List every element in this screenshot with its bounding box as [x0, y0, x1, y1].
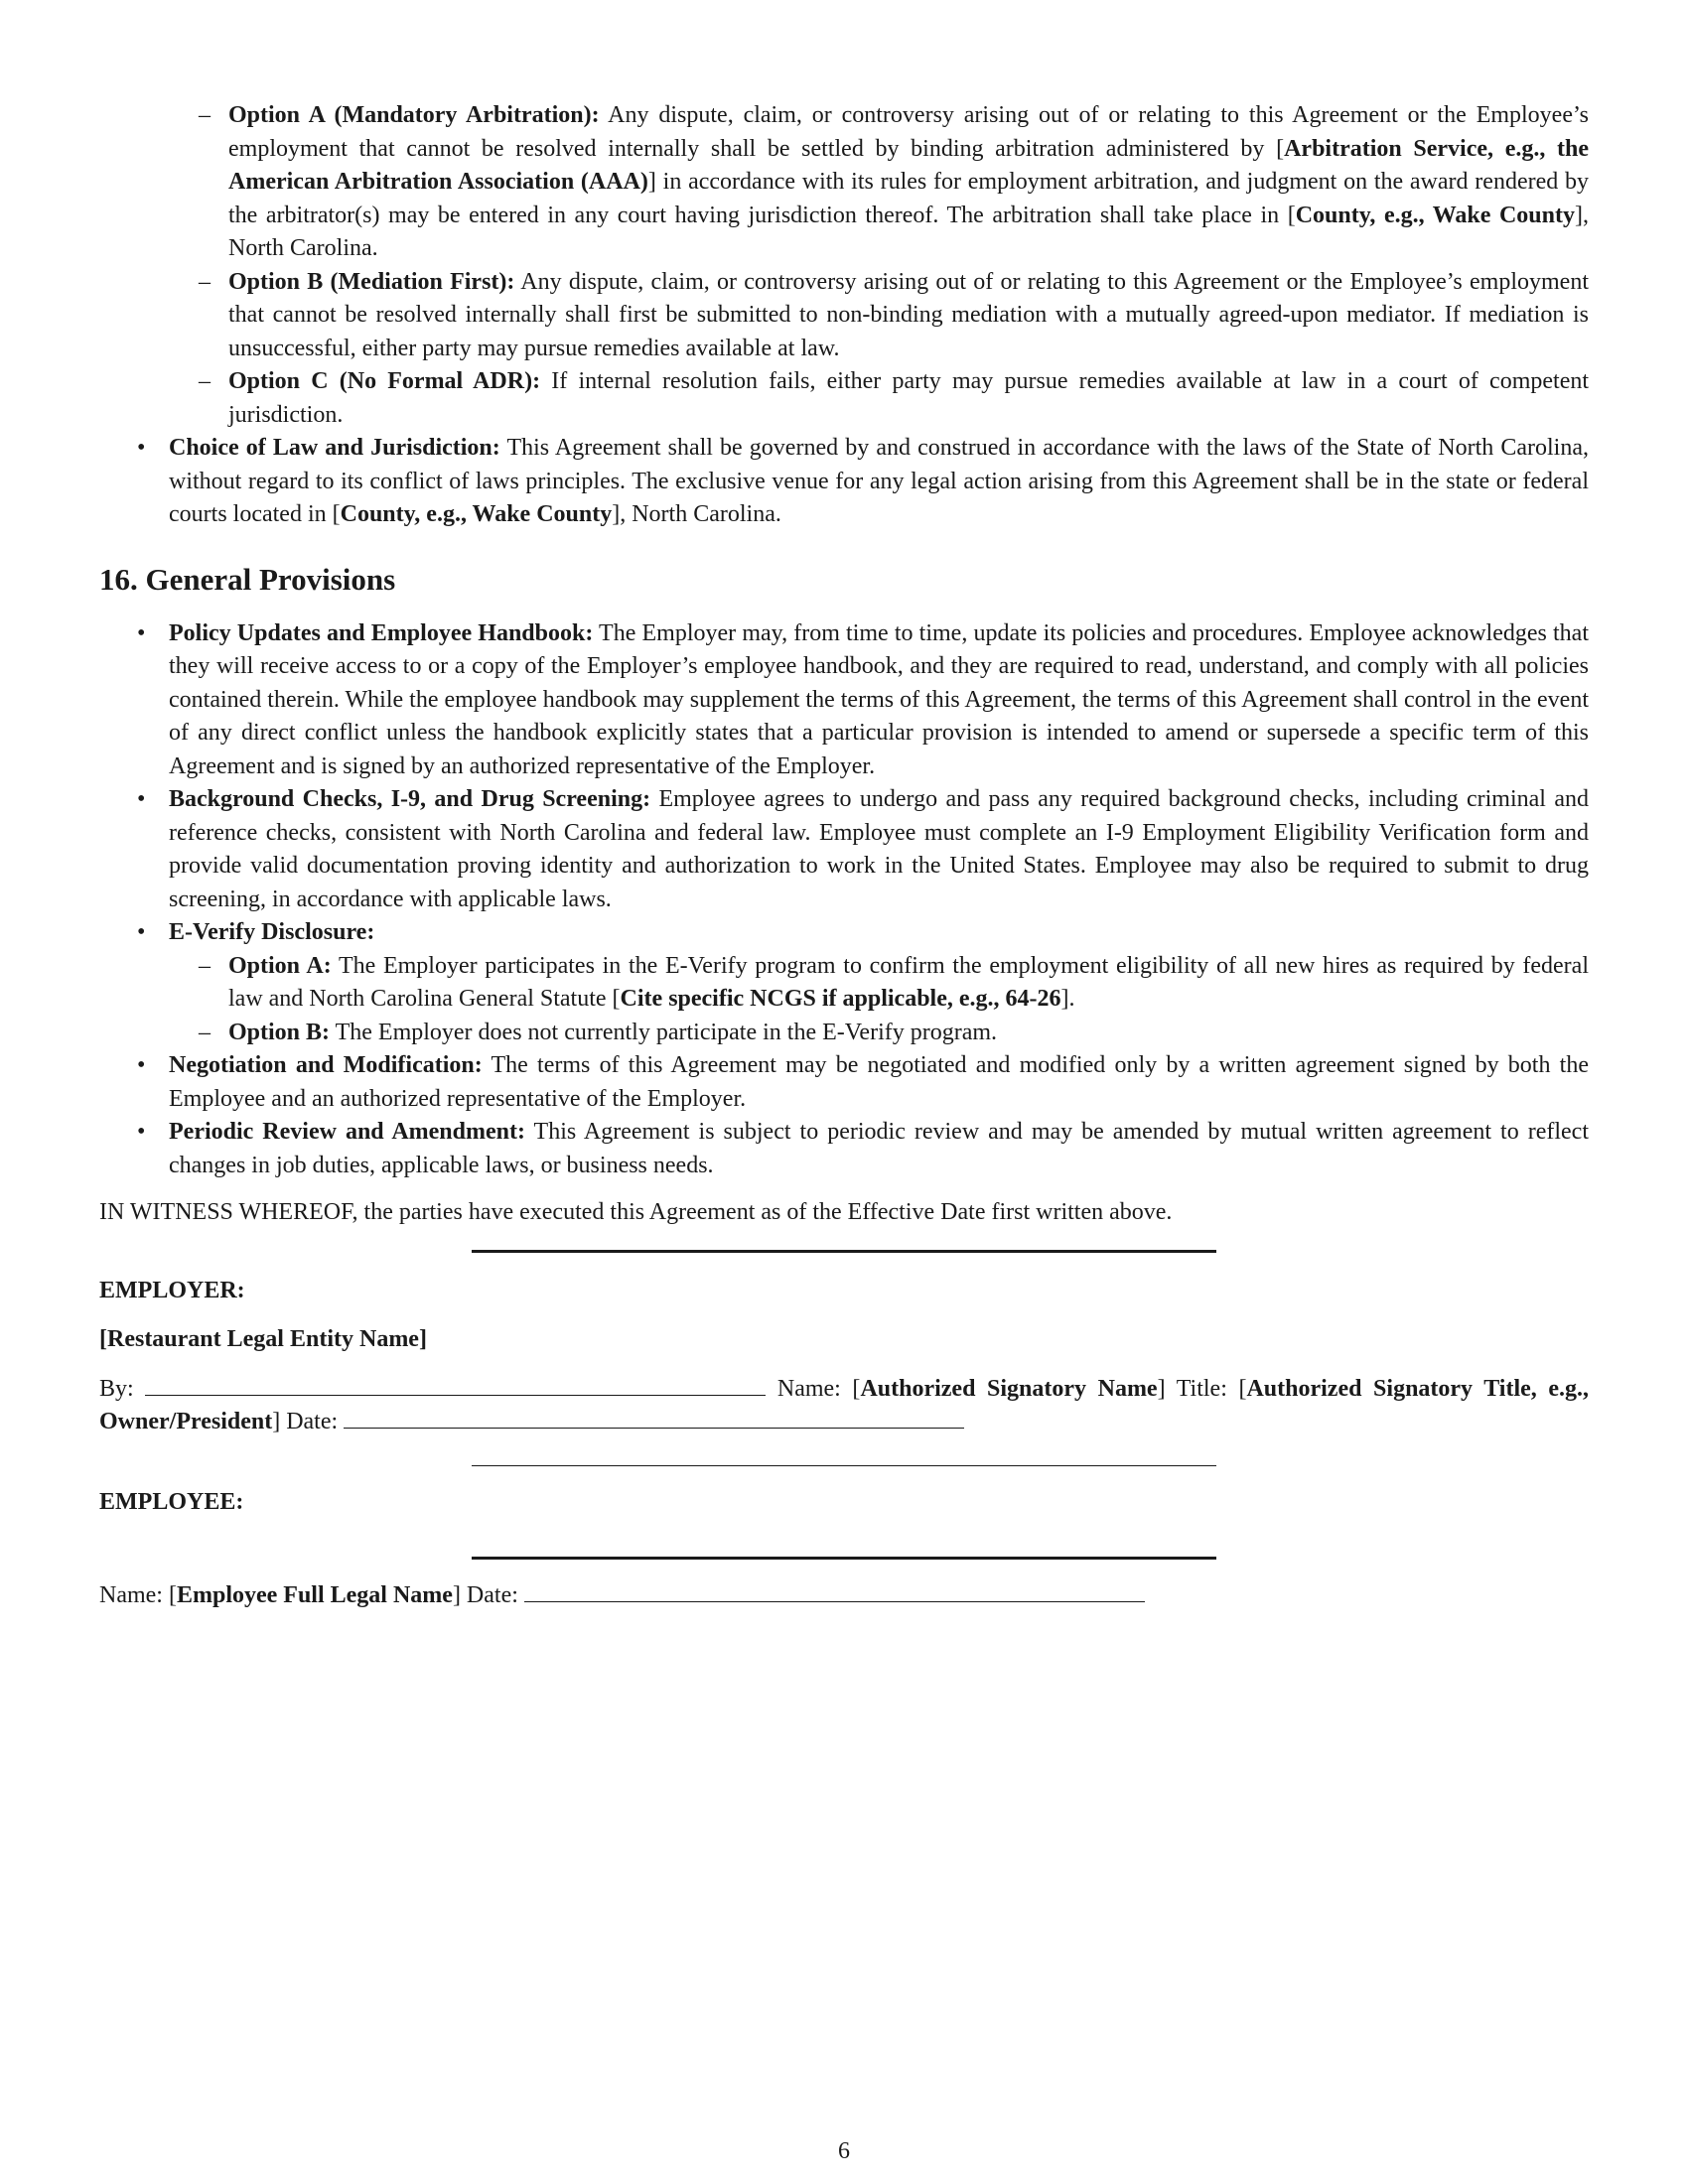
document-page	[99, 99, 1589, 1613]
everify-options-list	[169, 950, 1589, 1050]
employee-signature-line[interactable]	[472, 1557, 1216, 1560]
background-checks-item: • Background Checks, I-9, and Drug Screening: Employee agrees to undergo and pass any required background checks, including criminal and reference checks, consistent with North Carolina and federal law. Employee must complete an I-9 Employment Eligibility Verification form and provide valid documentation proving identity and authorization to work in the United States. Employee may also be required to submit to drug screening, in accordance with applicable laws.	[99, 783, 1589, 916]
dispute-options-list	[99, 99, 1589, 432]
general-provisions-list	[99, 617, 1589, 1183]
page-number: 6	[838, 2138, 850, 2164]
dispute-option-b: – Option B (Mediation First): Any dispute, claim, or controversy arising out of or relating to this Agreement or the Employee’s employment that cannot be resolved internally shall first be submitted to non-binding mediation with a mutually agreed-upon mediator. If mediation is unsuccessful, either party may pursue remedies available at law.	[99, 266, 1589, 366]
option-c-label: Option C (No Formal ADR):	[228, 368, 541, 394]
everify-option-a: – Option A: The Employer participates in the E-Verify program to confirm the employment eligibility of all new hires as required by federal law and North Carolina General Statute [Cite specific NCGS if applicable, e.g., 64-26].	[169, 950, 1589, 1017]
employee-date-blank[interactable]	[524, 1581, 1145, 1602]
dispute-option-c: – Option C (No Formal ADR): If internal resolution fails, either party may pursue remedies available at law in a court of competent jurisdiction.	[99, 365, 1589, 432]
employer-date-blank[interactable]	[344, 1408, 964, 1429]
employee-heading: EMPLOYEE:	[99, 1488, 244, 1515]
option-a-label: Option A (Mandatory Arbitration):	[228, 102, 600, 128]
employer-signature-row: By: Name: [Authorized Signatory Name] Title: [Authorized Signatory Title, e.g., Owner/President] Date:	[99, 1375, 1590, 1434]
periodic-review-item: • Periodic Review and Amendment: This Agreement is subject to periodic review and may be amended by mutual written agreement to reflect changes in job duties, applicable laws, or business needs.	[99, 1116, 1589, 1182]
negotiation-item: • Negotiation and Modification: The terms of this Agreement may be negotiated and modified only by a written agreement signed by both the Employee and an authorized representative of the Employer.	[99, 1049, 1589, 1116]
signature-line-top[interactable]	[472, 1250, 1216, 1253]
everify-item: • E-Verify Disclosure: – Option A: The Employer participates in the E-Verify program to confirm the employment eligibility of all new hires as required by federal law and North Carolina General Statute [Cite specific NCGS if applicable, e.g., 64-26]. – Option B: The Employer does not currently participate in the E-Verify program.	[99, 916, 1589, 1049]
employer-heading: EMPLOYER:	[99, 1277, 245, 1303]
dispute-option-a: – Option A (Mandatory Arbitration): Any dispute, claim, or controversy arising out of or relating to this Agreement or the Employee’s employment that cannot be resolved internally shall be settled by binding arbitration administered by [Arbitration Service, e.g., the American Arbitration Association (AAA)] in accordance with its rules for employment arbitration, and judgment on the award rendered by the arbitrator(s) may be entered in any court having jurisdiction thereof. The arbitration shall take place in [County, e.g., Wake County], North Carolina.	[99, 99, 1589, 266]
option-b-label: Option B (Mediation First):	[228, 268, 515, 295]
employer-by-blank[interactable]	[145, 1375, 766, 1396]
choice-of-law-list	[99, 432, 1589, 532]
signature-line-middle[interactable]	[472, 1465, 1216, 1466]
employee-signature-row: Name: [Employee Full Legal Name] Date:	[99, 1579, 1589, 1613]
policy-updates-item: • Policy Updates and Employee Handbook: The Employer may, from time to time, update its policies and procedures. Employee acknowledges that they will receive access to or a copy of the Employer’s employee handbook, and they are required to read, understand, and comply with all policies contained therein. While the employee handbook may supplement the terms of this Agreement, the terms of this Agreement shall control in the event of any direct conflict unless the handbook explicitly states that a particular provision is intended to amend or supersede a specific term of this Agreement and is signed by an authorized representative of the Employer.	[99, 617, 1589, 784]
section-16-heading: 16. General Provisions	[99, 561, 396, 597]
everify-option-b: – Option B: The Employer does not currently participate in the E-Verify program.	[169, 1017, 1589, 1050]
employer-entity-name: [Restaurant Legal Entity Name]	[99, 1326, 427, 1352]
witness-statement: IN WITNESS WHEREOF, the parties have executed this Agreement as of the Effective Date first written above.	[99, 1199, 1173, 1225]
choice-of-law-item: • Choice of Law and Jurisdiction: This Agreement shall be governed by and construed in accordance with the laws of the State of North Carolina, without regard to its conflict of laws principles. The exclusive venue for any legal action arising from this Agreement shall be in the state or federal courts located in [County, e.g., Wake County], North Carolina.	[99, 432, 1589, 532]
